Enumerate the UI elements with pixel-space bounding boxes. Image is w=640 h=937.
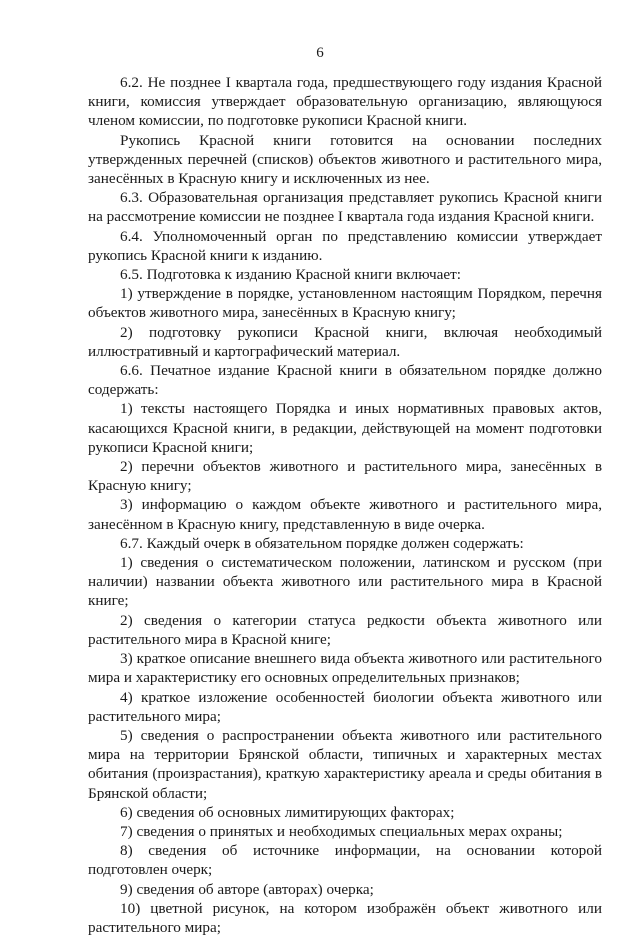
paragraph-6-4: 6.4. Уполномоченный орган по представлению комиссии утверждает рукопись Красной книги к изданию. (88, 227, 602, 264)
list-item-6-7-7: 7) сведения о принятых и необходимых специальных мерах охраны; (120, 822, 563, 840)
paragraph-6-6: 6.6. Печатное издание Красной книги в обязательном порядке должно содержать: (88, 362, 602, 399)
list-item-6-6-1: 1) тексты настоящего Порядка и иных нормативных правовых актов, касающихся Красной книги, в редакции, действующей на момент подготовки рукописи Красной книги; (88, 400, 602, 456)
page-number: 6 (316, 45, 324, 61)
list-item-6-7-5: 5) сведения о распространении объекта животного или растительного мира на территории Брянской области, типичных и характерных местах обитания (произрастания), краткую характеристику ареала и среды обитания в Брянской области; (88, 726, 602, 802)
list-item-6-7-6: 6) сведения об основных лимитирующих факторах; (120, 803, 455, 821)
list-item-6-6-3: 3) информацию о каждом объекте животного и растительного мира, занесённом в Красную книгу, представленную в виде очерка. (88, 496, 602, 533)
list-item-6-5-1: 1) утверждение в порядке, установленном настоящим Порядком, перечня объектов животного мира, занесённых в Красную книгу; (88, 285, 602, 322)
document-body (88, 73, 602, 937)
paragraph-6-2: 6.2. Не позднее I квартала года, предшествующего году издания Красной книги, комиссия утверждает образовательную организацию, являющуюся членом комиссии, по подготовке рукописи Красной книги. (88, 74, 602, 130)
list-item-6-5-2: 2) подготовку рукописи Красной книги, включая необходимый иллюстративный и картографический материал. (88, 323, 602, 360)
list-item-6-7-2: 2) сведения о категории статуса редкости объекта животного или растительного мира в Красной книге; (88, 611, 602, 648)
list-item-6-7-8: 8) сведения об источнике информации, на основании которой подготовлен очерк; (88, 842, 602, 879)
list-item-6-7-4: 4) краткое изложение особенностей биологии объекта животного или растительного мира; (88, 688, 602, 725)
list-item-6-7-10: 10) цветной рисунок, на котором изображён объект животного или растительного мира; (88, 899, 602, 936)
paragraph-manuscript-basis: Рукопись Красной книги готовится на основании последних утвержденных перечней (списков) объектов животного и растительного мира, занесённых в Красную книгу и исключенных из нее. (88, 131, 602, 188)
paragraph-6-7: 6.7. Каждый очерк в обязательном порядке должен содержать: (120, 534, 524, 552)
paragraph-6-3: 6.3. Образовательная организация представляет рукопись Красной книги на рассмотрение комиссии не позднее I квартала года издания Красной книги. (88, 189, 602, 226)
list-item-6-7-9: 9) сведения об авторе (авторах) очерка; (120, 880, 374, 898)
paragraph-6-5: 6.5. Подготовка к изданию Красной книги включает: (120, 266, 461, 284)
list-item-6-6-2: 2) перечни объектов животного и растительного мира, занесённых в Красную книгу; (88, 458, 602, 495)
list-item-6-7-1: 1) сведения о систематическом положении, латинском и русском (при наличии) названии объекта животного или растительного мира в Красной книге; (88, 554, 602, 610)
list-item-6-7-3: 3) краткое описание внешнего вида объекта животного или растительного мира и характеристику его основных определительных признаков; (88, 650, 602, 687)
